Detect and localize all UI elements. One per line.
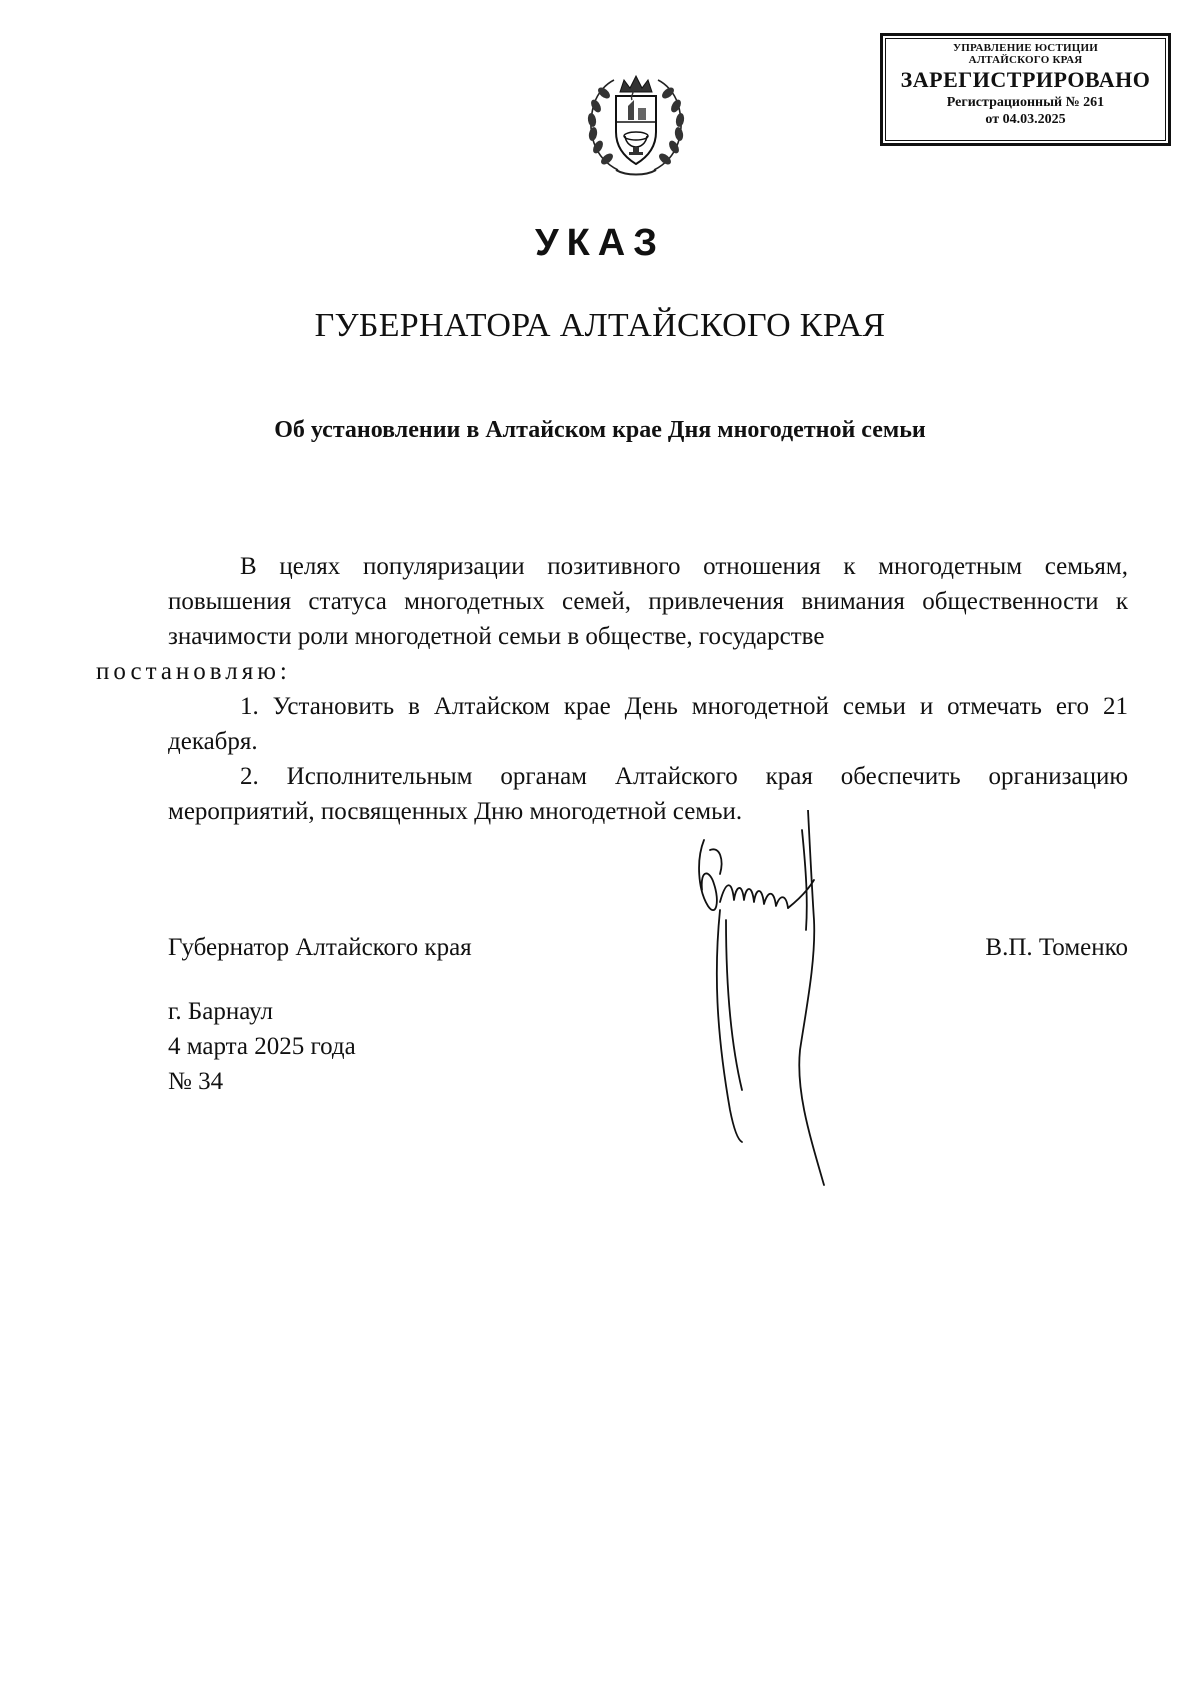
preamble-text: В целях популяризации позитивного отношения к многодетным семьям, повышения статуса многодетных семей, привлечения внимания общественности к значимости роли многодетной семьи в обществе, государстве <box>168 553 1128 650</box>
item-2-paragraph: 2. Исполнительным органам Алтайского края обеспечить организацию мероприятий, посвященных Дню многодетной семьи. <box>168 763 1128 825</box>
stamp-authority-line1: УПРАВЛЕНИЕ ЮСТИЦИИ <box>952 42 1099 54</box>
stamp-date: от 04.03.2025 <box>985 112 1066 127</box>
stamp-inner-frame <box>885 38 1166 141</box>
handwritten-signature-icon <box>690 810 890 1190</box>
issue-place: г. Барнаул <box>168 998 273 1025</box>
document-subject: Об установлении в Алтайском крае Дня многодетной семьи <box>274 417 926 443</box>
issue-date: 4 марта 2025 года <box>168 1033 356 1060</box>
document-meta <box>168 994 356 1099</box>
document-number: № 34 <box>168 1068 224 1095</box>
signatory-name: В.П. Томенко <box>985 934 1128 961</box>
document-body <box>96 549 1128 829</box>
decree-word: постановляю: <box>96 658 291 685</box>
issuer-title: ГУБЕРНАТОРА АЛТАЙСКОГО КРАЯ <box>314 307 886 344</box>
stamp-status: ЗАРЕГИСТРИРОВАНО <box>900 67 1151 92</box>
item-1-paragraph: 1. Установить в Алтайском крае День многодетной семьи и отмечать его 21 декабря. <box>168 693 1128 755</box>
stamp-registration-number: Регистрационный № 261 <box>946 95 1105 110</box>
stamp-authority-line2: АЛТАЙСКОГО КРАЯ <box>968 54 1083 66</box>
document-type-title: УКАЗ <box>534 222 666 264</box>
preamble-paragraph <box>96 549 1128 689</box>
registration-stamp <box>880 33 1171 146</box>
coat-of-arms-icon <box>576 66 696 186</box>
signatory-role: Губернатор Алтайского края <box>168 934 472 961</box>
